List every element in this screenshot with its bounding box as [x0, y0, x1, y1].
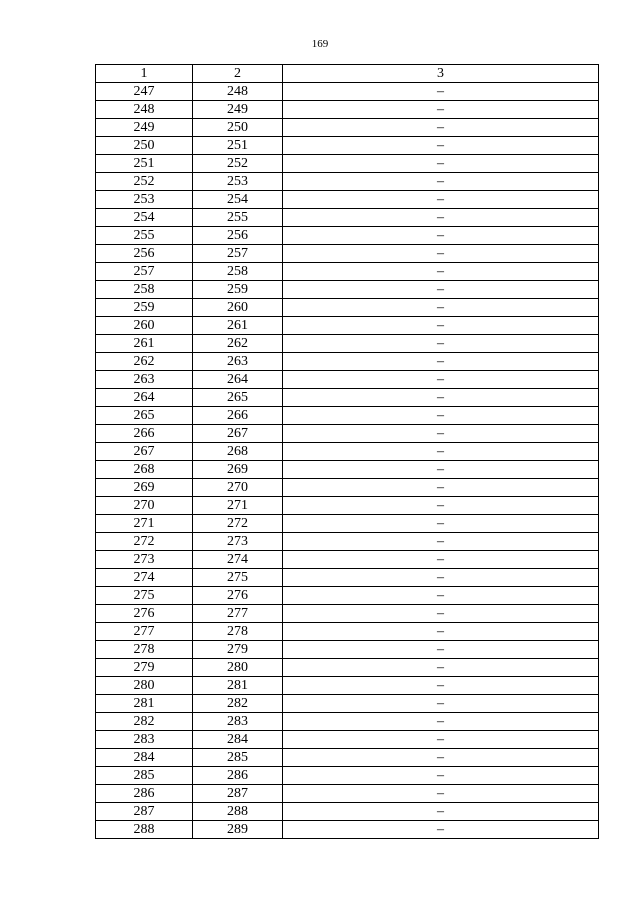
table-cell: –: [283, 101, 599, 119]
table-cell: –: [283, 371, 599, 389]
table-cell: 267: [193, 425, 283, 443]
table-row: [96, 227, 599, 245]
page-number: 169: [311, 38, 329, 50]
table-cell: 270: [193, 479, 283, 497]
table-cell: 260: [96, 317, 193, 335]
table-cell: 264: [193, 371, 283, 389]
table-row: [96, 407, 599, 425]
table-row: [96, 299, 599, 317]
table-cell: 276: [96, 605, 193, 623]
table-cell: 272: [96, 533, 193, 551]
table-row: [96, 749, 599, 767]
table-cell: –: [283, 515, 599, 533]
table-cell: 280: [96, 677, 193, 695]
table-row: [96, 371, 599, 389]
table-cell: 269: [96, 479, 193, 497]
table-row: [96, 821, 599, 839]
table-row: [96, 587, 599, 605]
table-row: [96, 191, 599, 209]
table-cell: 253: [193, 173, 283, 191]
table-cell: 289: [193, 821, 283, 839]
table-cell: 271: [96, 515, 193, 533]
table-cell: 288: [96, 821, 193, 839]
table-cell: –: [283, 443, 599, 461]
table-row: [96, 803, 599, 821]
table-cell: –: [283, 533, 599, 551]
table-cell: –: [283, 767, 599, 785]
table-cell: 248: [193, 83, 283, 101]
table-cell: –: [283, 731, 599, 749]
table-cell: 270: [96, 497, 193, 515]
table-row: [96, 515, 599, 533]
table-row: [96, 533, 599, 551]
table-row: [96, 101, 599, 119]
table-cell: 249: [193, 101, 283, 119]
table-cell: 255: [193, 209, 283, 227]
table-cell: –: [283, 425, 599, 443]
table-cell: –: [283, 317, 599, 335]
table-cell: 276: [193, 587, 283, 605]
table-cell: –: [283, 497, 599, 515]
table-cell: –: [283, 83, 599, 101]
table-cell: 247: [96, 83, 193, 101]
table-row: [96, 245, 599, 263]
table-cell: 262: [96, 353, 193, 371]
table-cell: 282: [193, 695, 283, 713]
table-cell: 278: [193, 623, 283, 641]
table-cell: 287: [96, 803, 193, 821]
table-cell: 267: [96, 443, 193, 461]
column-header: 1: [96, 65, 193, 83]
table-cell: 257: [96, 263, 193, 281]
table-cell: –: [283, 281, 599, 299]
header-row: [96, 65, 599, 83]
table-cell: 288: [193, 803, 283, 821]
column-header: 2: [193, 65, 283, 83]
table-cell: –: [283, 641, 599, 659]
table-cell: –: [283, 461, 599, 479]
table-row: [96, 335, 599, 353]
table-cell: –: [283, 245, 599, 263]
table-cell: 279: [96, 659, 193, 677]
table-cell: 266: [193, 407, 283, 425]
table-row: [96, 263, 599, 281]
table-cell: 281: [193, 677, 283, 695]
table-row: [96, 731, 599, 749]
table-cell: –: [283, 407, 599, 425]
table-cell: –: [283, 479, 599, 497]
table-cell: 251: [96, 155, 193, 173]
table-row: [96, 461, 599, 479]
table-cell: 285: [96, 767, 193, 785]
table-row: [96, 623, 599, 641]
table-row: [96, 551, 599, 569]
table-cell: 253: [96, 191, 193, 209]
table-cell: 254: [193, 191, 283, 209]
table-cell: –: [283, 173, 599, 191]
table-cell: 286: [96, 785, 193, 803]
table-cell: 252: [96, 173, 193, 191]
table-cell: –: [283, 209, 599, 227]
table-cell: 273: [96, 551, 193, 569]
table-cell: 259: [193, 281, 283, 299]
table-cell: –: [283, 713, 599, 731]
table-cell: 271: [193, 497, 283, 515]
column-header: 3: [283, 65, 599, 83]
table-row: [96, 155, 599, 173]
table-cell: 258: [193, 263, 283, 281]
table-cell: –: [283, 821, 599, 839]
table-cell: –: [283, 803, 599, 821]
table-cell: 284: [96, 749, 193, 767]
table-cell: 249: [96, 119, 193, 137]
table-cell: 261: [96, 335, 193, 353]
table-cell: 281: [96, 695, 193, 713]
table-cell: –: [283, 623, 599, 641]
table-cell: 265: [96, 407, 193, 425]
table-cell: –: [283, 677, 599, 695]
table-cell: 251: [193, 137, 283, 155]
table-cell: 283: [96, 731, 193, 749]
table-cell: 264: [96, 389, 193, 407]
table-body: [96, 83, 599, 839]
table-row: [96, 425, 599, 443]
table-row: [96, 209, 599, 227]
table-cell: 259: [96, 299, 193, 317]
table-cell: 248: [96, 101, 193, 119]
table-cell: 283: [193, 713, 283, 731]
table-row: [96, 353, 599, 371]
table-cell: 272: [193, 515, 283, 533]
table-cell: 284: [193, 731, 283, 749]
table-cell: 268: [193, 443, 283, 461]
table-cell: 263: [193, 353, 283, 371]
table-row: [96, 497, 599, 515]
table-cell: 250: [96, 137, 193, 155]
table-row: [96, 443, 599, 461]
table-cell: 277: [96, 623, 193, 641]
table-row: [96, 677, 599, 695]
table-cell: 282: [96, 713, 193, 731]
table-row: [96, 695, 599, 713]
table-row: [96, 173, 599, 191]
table-row: [96, 767, 599, 785]
table-row: [96, 605, 599, 623]
table-cell: 262: [193, 335, 283, 353]
table-row: [96, 713, 599, 731]
table-cell: –: [283, 551, 599, 569]
table-cell: 263: [96, 371, 193, 389]
table-cell: 254: [96, 209, 193, 227]
table-cell: –: [283, 605, 599, 623]
table-cell: 279: [193, 641, 283, 659]
table-cell: 273: [193, 533, 283, 551]
table-cell: 265: [193, 389, 283, 407]
table-row: [96, 119, 599, 137]
table-cell: 280: [193, 659, 283, 677]
table-cell: –: [283, 749, 599, 767]
table-row: [96, 479, 599, 497]
table-row: [96, 785, 599, 803]
table-row: [96, 281, 599, 299]
table-cell: –: [283, 137, 599, 155]
table-cell: 260: [193, 299, 283, 317]
table-cell: 287: [193, 785, 283, 803]
table-cell: 275: [96, 587, 193, 605]
table-cell: 268: [96, 461, 193, 479]
table-cell: 269: [193, 461, 283, 479]
table-header: [96, 65, 599, 83]
table-cell: 274: [96, 569, 193, 587]
table-row: [96, 569, 599, 587]
table-row: [96, 317, 599, 335]
table-cell: 256: [193, 227, 283, 245]
table-cell: 261: [193, 317, 283, 335]
table-row: [96, 137, 599, 155]
table-cell: 278: [96, 641, 193, 659]
table-cell: 275: [193, 569, 283, 587]
table-cell: 277: [193, 605, 283, 623]
table-cell: –: [283, 263, 599, 281]
table-cell: 258: [96, 281, 193, 299]
table-row: [96, 641, 599, 659]
table-cell: 256: [96, 245, 193, 263]
table-cell: 285: [193, 749, 283, 767]
table-cell: 286: [193, 767, 283, 785]
table-cell: –: [283, 155, 599, 173]
table-cell: –: [283, 659, 599, 677]
table-cell: 266: [96, 425, 193, 443]
table-cell: 255: [96, 227, 193, 245]
table-cell: –: [283, 191, 599, 209]
table-row: [96, 83, 599, 101]
table-cell: –: [283, 569, 599, 587]
table-cell: –: [283, 119, 599, 137]
table-cell: 274: [193, 551, 283, 569]
table-cell: –: [283, 587, 599, 605]
table-cell: –: [283, 695, 599, 713]
table-cell: –: [283, 353, 599, 371]
table-cell: –: [283, 389, 599, 407]
table-cell: –: [283, 299, 599, 317]
table-cell: –: [283, 227, 599, 245]
table-cell: 250: [193, 119, 283, 137]
data-table: [95, 64, 599, 839]
table-row: [96, 659, 599, 677]
table-cell: –: [283, 785, 599, 803]
table-cell: 252: [193, 155, 283, 173]
table-row: [96, 389, 599, 407]
table-cell: 257: [193, 245, 283, 263]
table-cell: –: [283, 335, 599, 353]
